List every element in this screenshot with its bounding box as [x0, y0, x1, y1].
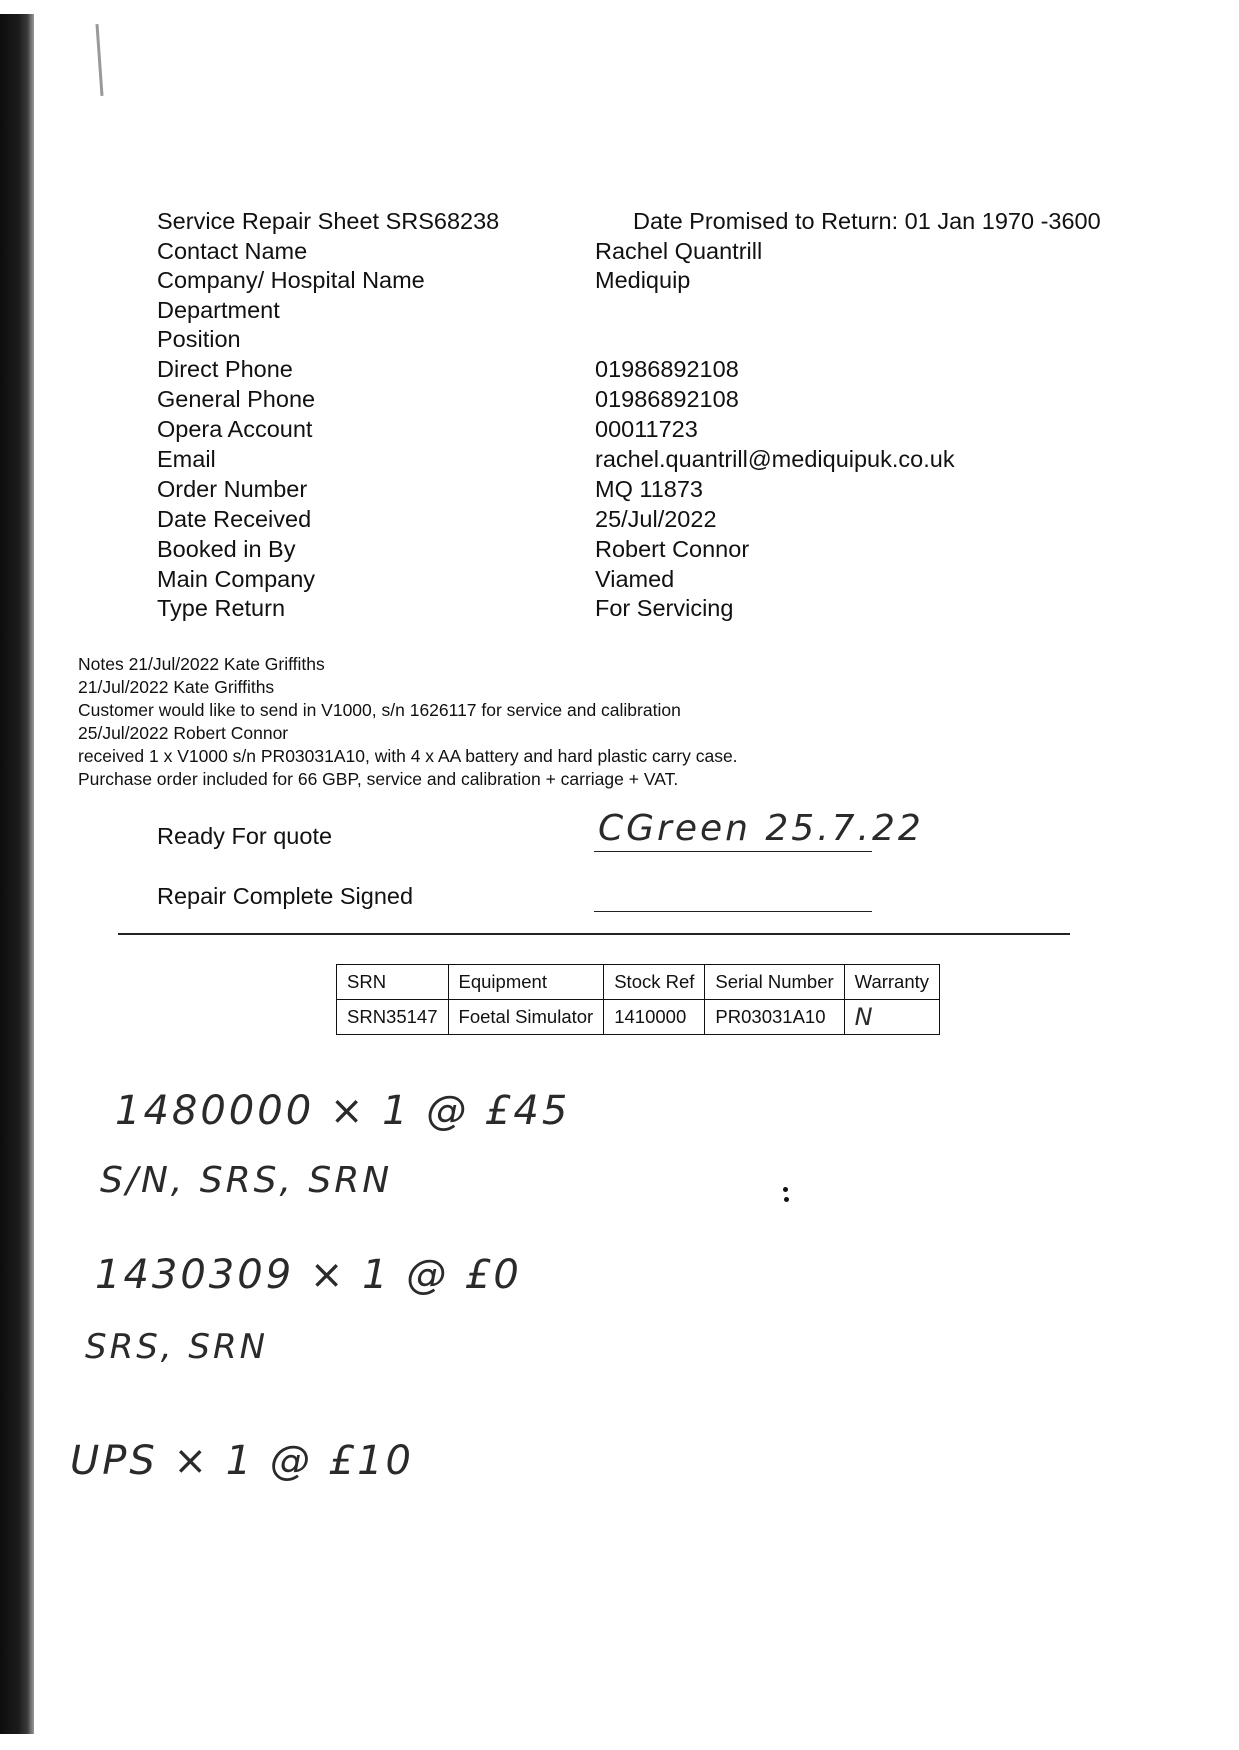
- notes-line: received 1 x V1000 s/n PR03031A10, with 4 x AA battery and hard plastic carry case.: [78, 746, 738, 766]
- handwritten-line: S/N, SRS, SRN: [100, 1160, 393, 1201]
- field-label: Type Return: [157, 595, 286, 621]
- field-value-opera-account: 00011723: [595, 416, 698, 442]
- sheet-title: Service Repair Sheet SRS68238: [157, 208, 500, 234]
- equipment-table: [336, 964, 940, 1035]
- cell-srn: SRN35147: [337, 1000, 449, 1035]
- notes-line: Notes 21/Jul/2022 Kate Griffiths: [78, 654, 325, 674]
- scan-speck: [783, 1187, 788, 1192]
- cell-stock-ref: 1410000: [604, 1000, 705, 1035]
- cell-equipment: Foetal Simulator: [448, 1000, 604, 1035]
- handwritten-line: SRS, SRN: [85, 1327, 269, 1367]
- ready-for-quote-label: Ready For quote: [157, 823, 333, 849]
- field-label: Company/ Hospital Name: [157, 267, 425, 293]
- ready-signature-line: [594, 851, 872, 852]
- field-value-main-company: Viamed: [595, 566, 675, 592]
- field-label: Direct Phone: [157, 356, 293, 382]
- field-value-order-number: MQ 11873: [595, 476, 703, 502]
- field-label: Department: [157, 297, 280, 323]
- scan-edge-shadow: [0, 14, 34, 1734]
- field-label: General Phone: [157, 386, 316, 412]
- field-value-general-phone: 01986892108: [595, 386, 739, 412]
- field-label: Position: [157, 326, 241, 352]
- handwritten-line: 1480000 × 1 @ £45: [115, 1088, 571, 1134]
- section-divider: [118, 933, 1070, 935]
- table-row: [337, 1000, 940, 1035]
- table-header-row: [337, 965, 940, 1000]
- field-label: Opera Account: [157, 416, 313, 442]
- col-header-warranty: Warranty: [844, 965, 939, 1000]
- ready-signature: CGreen 25.7.22: [598, 808, 924, 849]
- cell-warranty: N: [844, 1000, 939, 1035]
- field-label: Booked in By: [157, 536, 296, 562]
- field-value-direct-phone: 01986892108: [595, 356, 739, 382]
- field-value-type-return: For Servicing: [595, 595, 734, 621]
- notes-block: [78, 653, 738, 791]
- col-header-srn: SRN: [337, 965, 449, 1000]
- notes-line: Customer would like to send in V1000, s/n 1626117 for service and calibration: [78, 700, 681, 720]
- field-label: Main Company: [157, 566, 316, 592]
- notes-line: 25/Jul/2022 Robert Connor: [78, 723, 289, 743]
- notes-line: Purchase order included for 66 GBP, service and calibration + carriage + VAT.: [78, 769, 679, 789]
- repair-signature-line: [594, 911, 872, 912]
- field-value-booked-in-by: Robert Connor: [595, 536, 750, 562]
- field-value-contact-name: Rachel Quantrill: [595, 238, 763, 264]
- scan-speck: [784, 1197, 789, 1202]
- handwritten-line: 1430309 × 1 @ £0: [95, 1252, 522, 1298]
- field-label: Date Received: [157, 506, 312, 532]
- scan-mark: [95, 24, 103, 96]
- repair-complete-label: Repair Complete Signed: [157, 883, 414, 909]
- cell-serial-number: PR03031A10: [705, 1000, 844, 1035]
- field-label: Contact Name: [157, 238, 308, 264]
- field-label: Email: [157, 446, 216, 472]
- col-header-serial-number: Serial Number: [705, 965, 844, 1000]
- field-label: Order Number: [157, 476, 308, 502]
- handwritten-line: UPS × 1 @ £10: [70, 1438, 414, 1484]
- col-header-stock-ref: Stock Ref: [604, 965, 705, 1000]
- field-value-date-received: 25/Jul/2022: [595, 506, 717, 532]
- field-value-email: rachel.quantrill@mediquipuk.co.uk: [595, 446, 955, 472]
- col-header-equipment: Equipment: [448, 965, 604, 1000]
- date-promised: Date Promised to Return: 01 Jan 1970 -3600: [633, 208, 1101, 234]
- notes-line: 21/Jul/2022 Kate Griffiths: [78, 677, 275, 697]
- field-value-company: Mediquip: [595, 267, 691, 293]
